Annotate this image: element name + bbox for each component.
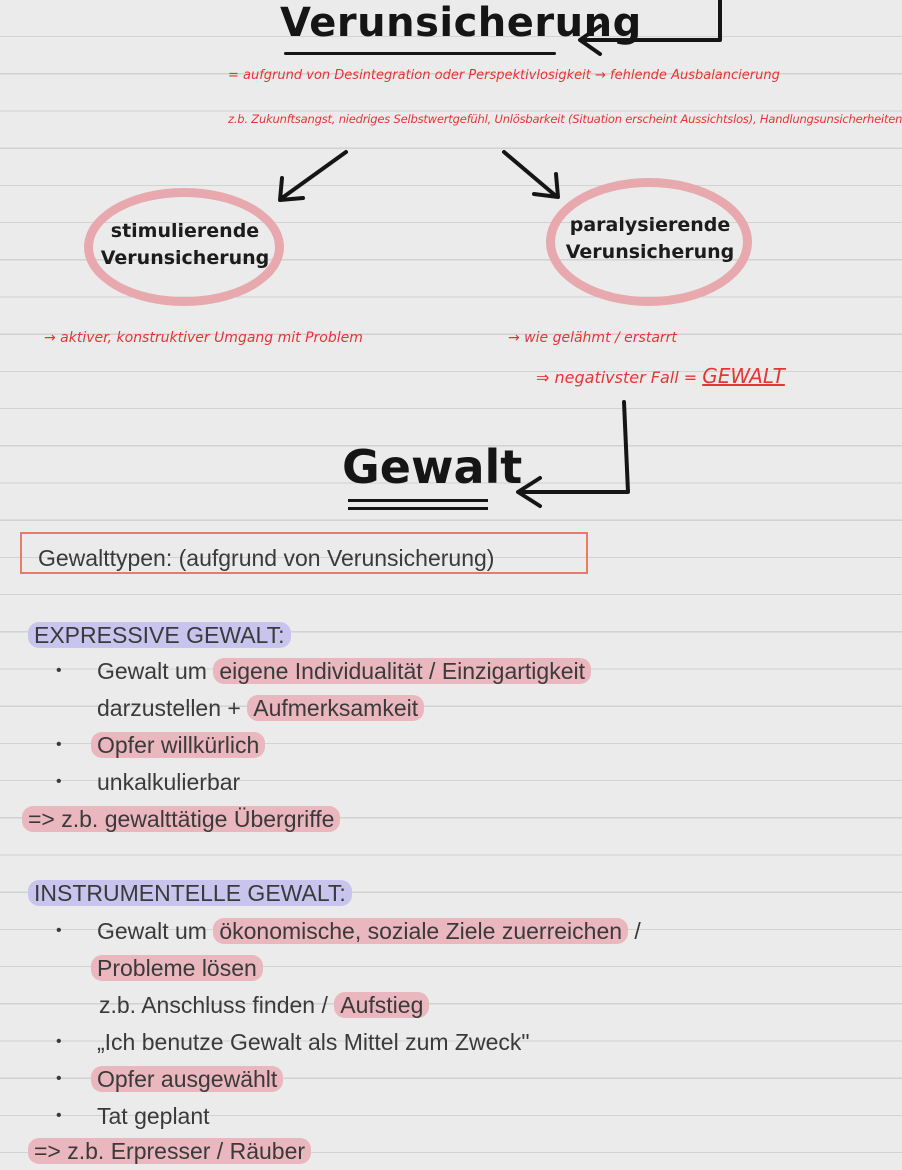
note-stimulierende: → aktiver, konstruktiver Umgang mit Problem: [44, 330, 363, 346]
title-gewalt-underline-1: [348, 499, 488, 502]
label-stimulierende-line1: stimulierende: [110, 220, 260, 242]
instrumental-bullet-1-line3: [99, 992, 429, 1019]
label-stimulierende: [100, 218, 270, 272]
bullet-dot: •: [56, 1070, 62, 1087]
expressive-example: [22, 806, 340, 833]
instrumental-bullet-2: „Ich benutze Gewalt als Mittel zum Zweck": [97, 1029, 530, 1055]
expressive-heading-label: EXPRESSIVE GEWALT:: [28, 622, 291, 648]
label-paralysierende-line2: Verunsicherung: [565, 241, 735, 263]
bullet-dot: •: [56, 662, 62, 679]
note-prefix: ⇒ negativster Fall =: [536, 368, 703, 387]
bullet-dot: •: [56, 922, 62, 939]
expressive-b1-line2-plain: darzustellen +: [97, 695, 248, 721]
label-paralysierende-line1: paralysierende: [569, 214, 731, 236]
arrow-to-stimulierende: [282, 152, 346, 198]
expressive-example-label: => z.b. gewalttätige Übergriffe: [22, 806, 340, 832]
title-underline: [284, 52, 556, 55]
bullet-dot: •: [56, 1107, 62, 1124]
instrumental-example-label: => z.b. Erpresser / Räuber: [28, 1138, 311, 1164]
label-paralysierende: [564, 212, 736, 266]
instrumental-b1-plain: Gewalt um: [97, 918, 214, 944]
bullet-dot: •: [56, 736, 62, 753]
instrumental-b1-tail: /: [628, 918, 641, 944]
expressive-bullet-2: [91, 732, 265, 759]
title-verunsicherung: Verunsicherung: [280, 0, 642, 46]
bullet-dot: •: [56, 1033, 62, 1050]
expressive-bullet-1: [97, 658, 591, 685]
expressive-b1-plain: Gewalt um: [97, 658, 214, 684]
note-paralysierende-1: → wie gelähmt / erstarrt: [508, 330, 677, 346]
title-gewalt-underline-2: [348, 507, 488, 510]
expressive-b1-line2-highlight: Aufmerksamkeit: [247, 695, 424, 721]
instrumental-example: [28, 1138, 311, 1165]
instrumental-bullet-1-line2: [91, 955, 263, 982]
instrumental-bullet-1: [97, 918, 641, 945]
note-paralysierende-2: [536, 364, 785, 388]
definition-text: = aufgrund von Desintegration oder Perspektivlosigkeit → fehlende Ausbalancierung: [228, 68, 780, 83]
instrumental-b1-highlight: ökonomische, soziale Ziele zuerreichen: [213, 918, 628, 944]
instrumental-bullet-3: [91, 1066, 283, 1093]
instrumental-b1-line2-highlight: Probleme lösen: [91, 955, 263, 981]
title-gewalt: Gewalt: [342, 440, 523, 494]
expressive-b2-highlight: Opfer willkürlich: [91, 732, 265, 758]
expressive-bullet-3: unkalkulierbar: [97, 769, 241, 795]
expressive-b1-highlight: eigene Individualität / Einzigartigkeit: [213, 658, 591, 684]
label-stimulierende-line2: Verunsicherung: [100, 247, 270, 269]
instrumental-heading-label: INSTRUMENTELLE GEWALT:: [28, 880, 352, 906]
expressive-heading: [28, 622, 291, 649]
instrumental-b3-highlight: Opfer ausgewählt: [91, 1066, 283, 1092]
arrow-to-paralysierende: [504, 152, 556, 196]
gewalttypen-box-text: Gewalttypen: (aufgrund von Verunsicherung): [38, 545, 495, 571]
instrumental-b1-line3-plain: z.b. Anschluss finden /: [99, 992, 335, 1018]
examples-text: z.b. Zukunftsangst, niedriges Selbstwertgefühl, Unlösbarkeit (Situation erscheint Aussichtslos), Handlungsunsicherheiten: [228, 112, 902, 126]
gewalt-highlight-word: GEWALT: [702, 364, 785, 388]
instrumental-bullet-4: Tat geplant: [97, 1103, 210, 1129]
instrumental-b1-line3-highlight: Aufstieg: [334, 992, 429, 1018]
instrumental-heading: [28, 880, 352, 907]
expressive-bullet-1-line2: [97, 695, 424, 722]
bullet-dot: •: [56, 773, 62, 790]
